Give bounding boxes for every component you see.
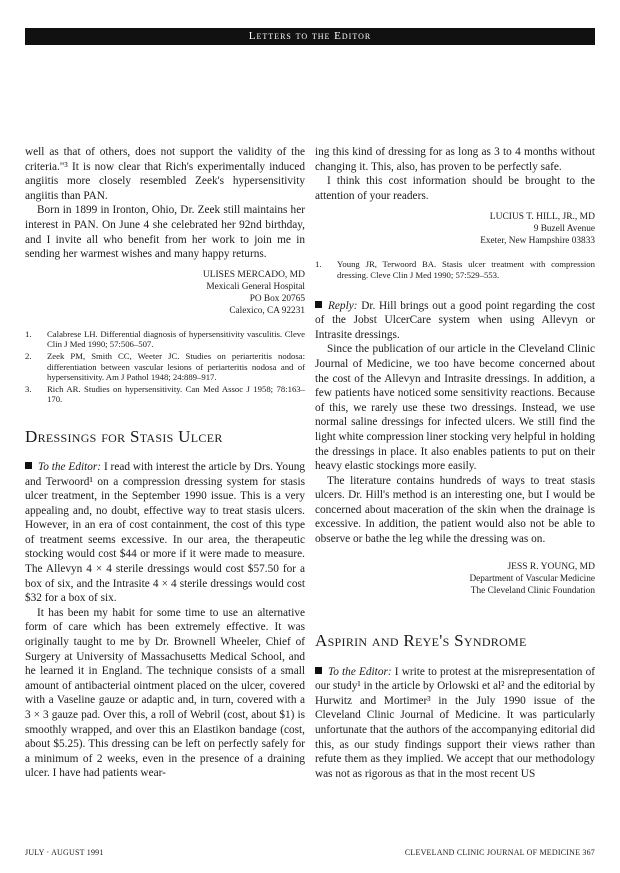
paragraph-bullet-icon — [315, 301, 322, 308]
letter-aspirin-para-1: To the Editor: I write to protest at the misrepresentation of our study¹ in the article by Orlowski et al² and the editorial by Hurwitz and Mortimer³ in the July 1990 issue of the Cleveland Clinic Journal of Medicine. It was particularly unfortunate that the authors of the accompanying editorial did this, as our study findings support their views rather than refute them as they implied. We accept that our methodology was not as rigorous as that in the most recent US — [315, 665, 595, 780]
left-continuation-para-1: well as that of others, does not support the validity of the criteria."³ It is now clear that Rich's experimentally induced angiitis more closely resembled Zeek's hypersensitivity angiitis than PAN. — [25, 146, 305, 202]
paragraph-bullet-icon — [315, 667, 322, 674]
letter-hill-para-1: To the Editor: I read with interest the article by Drs. Young and Terwoord¹ on a compression dressing system for stasis ulcer treatment, in the September 1990 issue. This is a very appealing and, no doubt, effective way to treat stasis ulcers. However, in an era of cost containment, the cost of this type of treatment seems excessive. In our area, the therapeutic stocking would cost $44 or more if it were made to measure. The Allevyn 4 × 4 sterile dressings would cost $57.50 for a box of six, and the Intrasite 4 × 4 sterile dressings would cost $32 for a box of six. — [25, 460, 306, 605]
reference-item: 1. Young JR, Terwoord BA. Stasis ulcer treatment with compression dressing. Cleve Clin J Med 1990; 57:529–553. — [315, 259, 595, 280]
footer-journal-page: CLEVELAND CLINIC JOURNAL OF MEDICINE 367 — [404, 848, 595, 857]
references-list — [25, 329, 305, 405]
reference-item: 3. Rich AR. Studies on hypersensitivity. Can Med Assoc J 1958; 78:163–170. — [25, 383, 305, 405]
section-header-title: Letters to the Editor — [248, 30, 372, 42]
section-header-bar — [25, 28, 595, 45]
references-list — [315, 259, 595, 280]
right-continuation-para-1: ing this kind of dressing for as long as 3 to 4 months without changing it. This, also, has proven to be perfectly safe. — [315, 146, 595, 173]
reply-para-1: Reply: Dr. Hill brings out a good point regarding the cost of the Jobst UlcerCare system when using Allevyn or Intrasite dressings. — [315, 299, 595, 341]
section-heading-aspirin: Aspirin and Reye's Syndrome — [315, 630, 527, 650]
paragraph-bullet-icon — [25, 462, 32, 469]
signature-mercado: ULISES MERCADO, MD Mexicali General Hospital PO Box 20765 Calexico, CA 92231 — [202, 269, 305, 316]
signature-young: JESS R. YOUNG, MD Department of Vascular Medicine The Cleveland Clinic Foundation — [469, 561, 595, 596]
section-heading-dressings: Dressings for Stasis Ulcer — [25, 426, 223, 446]
reply-para-3: The literature contains hundreds of ways to treat stasis ulcers. Dr. Hill's method is an interesting one, but I would be concerned about maceration of the skin when the drainage is excessive. In addition, the patient would also not be able to observe or bathe the leg while the dressing was on. — [315, 474, 595, 546]
left-column — [25, 145, 305, 781]
reply-para-2: Since the publication of our article in the Cleveland Clinic Journal of Medicine, we too have become concerned about the cost of the Allevyn and Intrasite dressings. In addition, a few patients have noticed some sensitivity reactions. Because of this, we rarely use these two dressings. Instead, we use normal saline dressings for infected ulcers. We still find the light white compression liner stocking very helpful in holding the dressings in place. It also enables patients to put on their heavy elastic stockings more easily. — [315, 343, 595, 473]
right-column — [315, 145, 595, 781]
right-continuation-para-2: I think this cost information should be brought to the attention of your readers. — [315, 175, 595, 202]
letter-hill-para-2: It has been my habit for some time to use an alternative form of care which has been extremely effective. It was originally taught to me by Dr. Brownell Wheeler, Chief of Surgery at University of Massachusetts Medical School, and he learned it in England. The technique consists of a small amount of antibacterial ointment placed on the ulcer, covered with a Vaseline gauze or adaptic and, in turn, covered with a 3 × 3 gauze pad. Over this, a roll of Webril (cost, about $1) is smoothly wrapped, and over this an Elastikon bandage (cost, about $5.25). This dressing can be left on perfectly safely for a minimum of 2 weeks, even in the presence of a draining ulcer. I have had patients wear- — [25, 606, 305, 780]
reference-item: 2. Zeek PM, Smith CC, Weeter JC. Studies on periarteritis nodosa: differentiation between vascular lesions of periarteritis nodosa and of hypersensitivity. Am J Pathol 1948; 24:889–917. — [25, 350, 305, 383]
left-continuation-para-2: Born in 1899 in Ironton, Ohio, Dr. Zeek still maintains her interest in PAN. On June 4 she celebrated her 92nd birthday, and I invite all who benefit from her work to join me in sending her warmest wishes and many happy returns. — [25, 204, 305, 261]
footer-issue-date: JULY · AUGUST 1991 — [25, 848, 104, 857]
reference-item: 1. Calabrese LH. Differential diagnosis of hypersensitivity vasculitis. Cleve Clin J Med 1990; 57:506–507. — [25, 328, 305, 350]
signature-hill: LUCIUS T. HILL, JR., MD 9 Buzell Avenue Exeter, New Hampshire 03833 — [480, 212, 595, 247]
